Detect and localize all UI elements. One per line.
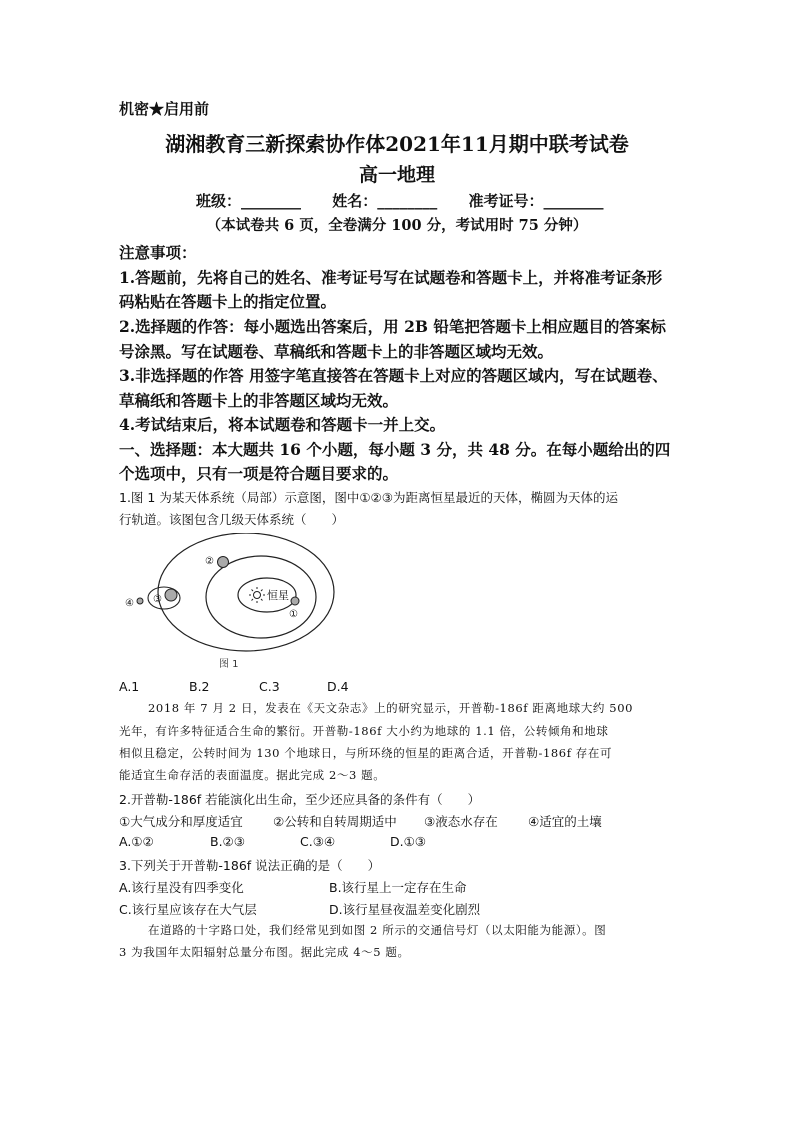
name-field: 姓名：________ <box>332 192 438 210</box>
note-line: 草稿纸和答题卡上的非答题区域均无效。 <box>119 391 399 410</box>
student-info-fields <box>196 190 630 211</box>
condition-3: ③液态水存在 <box>424 814 498 829</box>
question-1-options <box>119 679 349 694</box>
marker-1: ① <box>289 609 298 620</box>
option-a: A.该行星没有四季变化 <box>119 880 244 895</box>
question-3-stem: 3.下列关于开普勒-186f 说法正确的是（ ） <box>119 858 381 873</box>
note-line: 码粘贴在答题卡上的指定位置。 <box>119 292 337 311</box>
option-b: B.2 <box>189 679 210 694</box>
moon-4 <box>137 598 143 604</box>
condition-2: ②公转和自转周期适中 <box>273 814 397 829</box>
option-c: C.该行星应该存在大气层 <box>119 902 257 917</box>
marker-3: ③ <box>153 594 162 605</box>
option-a: A.1 <box>119 679 140 694</box>
note-line: 1.答题前，先将自己的姓名、准考证号写在试题卷和答题卡上，并将准考证条形 <box>119 268 663 287</box>
option-b: B.该行星上一定存在生命 <box>329 880 467 895</box>
planet-2 <box>218 557 229 568</box>
exam-info: （本试卷共 6 页，全卷满分 100 分，考试用时 75 分钟） <box>206 217 588 234</box>
question-1-stem-cont: 行轨道。该图包含几级天体系统（ ） <box>119 512 345 527</box>
question-1-stem: 1.图 1 为某天体系统（局部）示意图，图中①②③为距离恒星最近的天体，椭圆为天体的运 <box>119 490 618 505</box>
note-line: 3.非选择题的作答 用签字笔直接答在答题卡上对应的答题区域内，写在试题卷、 <box>119 366 668 385</box>
subject-title: 高一地理 <box>358 164 435 186</box>
planet-1 <box>291 597 299 605</box>
option-d: D.该行星昼夜温差变化剧烈 <box>329 902 481 917</box>
notes-heading: 注意事项： <box>119 243 197 262</box>
condition-4: ④适宜的土壤 <box>528 814 602 829</box>
outer-orbit <box>158 533 334 651</box>
question-2-conditions <box>119 812 602 830</box>
passage-line: 2018 年 7 月 2 日，发表在《天文杂志》上的研究显示，开普勒-186f 距离地球大约 500 <box>148 701 634 715</box>
exam-title: 湖湘教育三新探索协作体2021年11月期中联考试卷 <box>165 132 629 156</box>
exam-number-field: 准考证号：________ <box>468 192 604 210</box>
class-field: 班级：________ <box>196 192 302 210</box>
question-3-options-row2 <box>119 900 480 918</box>
option-d: D.4 <box>327 679 349 694</box>
condition-1: ①大气成分和厚度适宜 <box>119 814 243 829</box>
passage-line: 光年，有许多特征适合生命的繁衍。开普勒-186f 大小约为地球的 1.1 倍，公转倾角和地球 <box>119 724 609 738</box>
option-a: A.①② <box>119 834 154 849</box>
planet-3 <box>165 589 177 601</box>
figure-1-diagram <box>119 533 349 673</box>
marker-2: ② <box>205 556 214 567</box>
star-label: 恒星 <box>267 589 289 602</box>
passage-line: 3 为我国年太阳辐射总量分布图。据此完成 4～5 题。 <box>119 945 410 959</box>
note-line: 4.考试结束后，将本试题卷和答题卡一并上交。 <box>119 415 446 434</box>
note-line: 2.选择题的作答：每小题选出答案后，用 2B 铅笔把答题卡上相应题目的答案标 <box>119 317 666 336</box>
option-c: C.3 <box>259 679 280 694</box>
figure-caption: 图 1 <box>219 659 239 670</box>
passage-line: 在道路的十字路口处，我们经常见到如图 2 所示的交通信号灯（以太阳能为能源）。图 <box>148 923 607 937</box>
passage-line: 能适宜生命存活的表面温度。据此完成 2～3 题。 <box>119 768 386 782</box>
section-heading-cont: 个选项中，只有一项是符合题目要求的。 <box>119 464 399 483</box>
confidential-label: 机密★启用前 <box>119 100 210 118</box>
passage-line: 相似且稳定，公转时间为 130 个地球日，与所环绕的恒星的距离合适，开普勒-186f 存在可 <box>119 746 613 760</box>
option-d: D.①③ <box>390 834 427 849</box>
question-3-options-row1 <box>119 878 467 896</box>
question-2-options <box>119 834 426 849</box>
question-2-stem: 2.开普勒-186f 若能演化出生命，至少还应具备的条件有（ ） <box>119 792 481 807</box>
option-b: B.②③ <box>210 834 245 849</box>
sun-icon <box>249 587 265 603</box>
marker-4: ④ <box>125 598 134 609</box>
option-c: C.③④ <box>300 834 336 849</box>
middle-orbit <box>206 556 316 638</box>
section-heading: 一、选择题：本大题共 16 个小题，每小题 3 分，共 48 分。在每小题给出的四 <box>119 440 671 459</box>
note-line: 号涂黑。写在试题卷、草稿纸和答题卡上的非答题区域均无效。 <box>119 342 554 361</box>
